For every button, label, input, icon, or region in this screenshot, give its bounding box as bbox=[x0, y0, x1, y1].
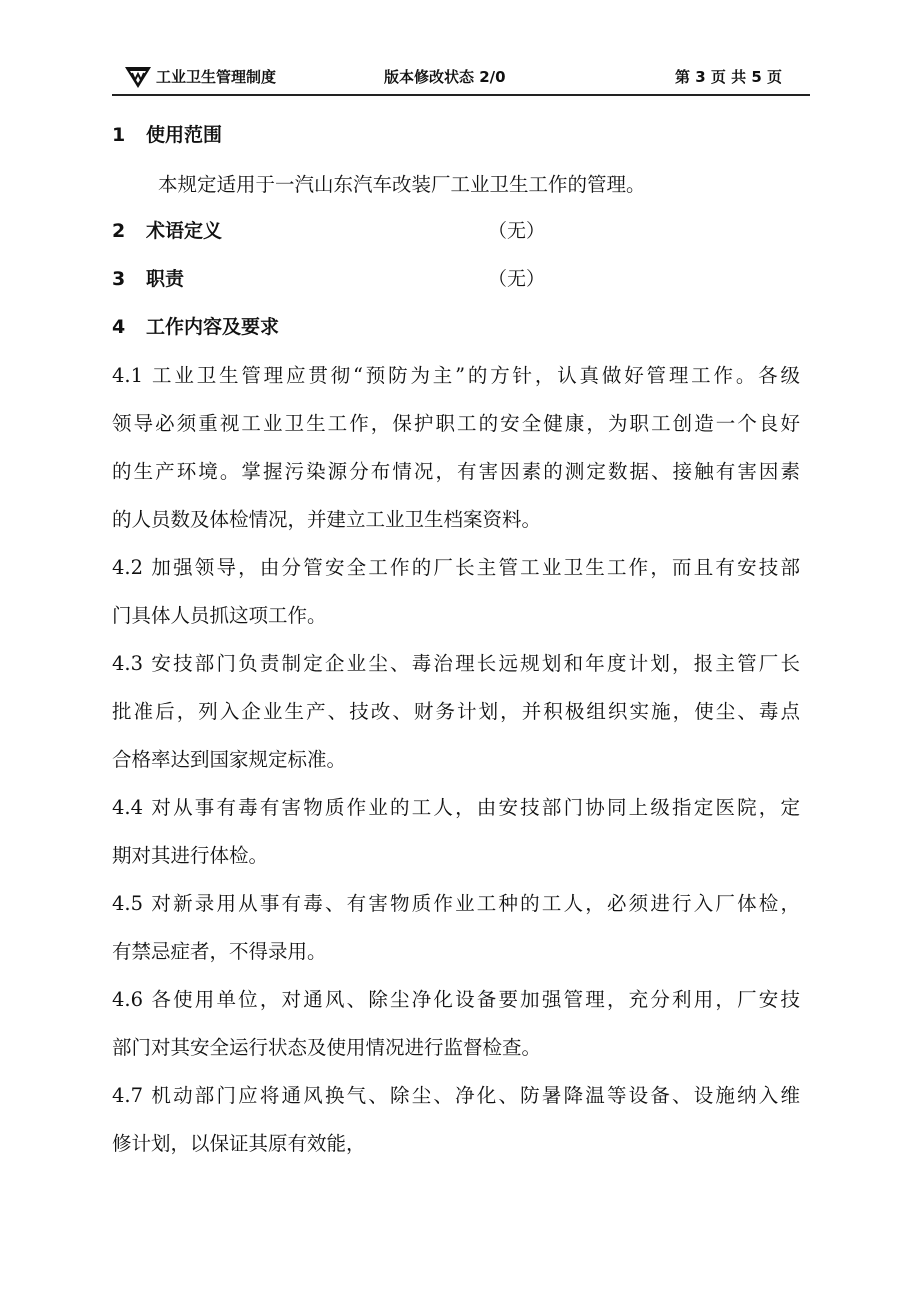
section-2-note: （无） bbox=[488, 220, 546, 242]
page-number: 第 3 页 共 5 页 bbox=[675, 68, 782, 86]
body-line: 4.2 加强领导，由分管安全工作的厂长主管工业卫生工作，而且有安技部 bbox=[112, 556, 800, 579]
section-2-heading bbox=[112, 222, 222, 241]
body-line: 4.6 各使用单位，对通风、除尘净化设备要加强管理，充分利用，厂安技 bbox=[112, 988, 800, 1011]
page-header bbox=[112, 60, 810, 96]
body-line: 4.5 对新录用从事有毒、有害物质作业工种的工人，必须进行入厂体检， bbox=[112, 892, 800, 915]
body-line: 合格率达到国家规定标准。 bbox=[112, 748, 347, 771]
section-number: 3 bbox=[112, 268, 126, 290]
body-line: 修计划，以保证其原有效能， bbox=[112, 1132, 366, 1155]
section-number: 2 bbox=[112, 220, 126, 242]
section-4-heading bbox=[112, 318, 279, 337]
body-line: 门具体人员抓这项工作。 bbox=[112, 604, 327, 627]
body-line: 部门对其安全运行状态及使用情况进行监督检查。 bbox=[112, 1036, 542, 1059]
body-line: 领导必须重视工业卫生工作，保护职工的安全健康，为职工创造一个良好 bbox=[112, 412, 800, 435]
section-3-heading bbox=[112, 270, 184, 289]
section-number: 1 bbox=[112, 124, 126, 146]
section-number: 4 bbox=[112, 316, 126, 338]
company-logo-icon bbox=[124, 64, 152, 90]
body-line: 的人员数及体检情况，并建立工业卫生档案资料。 bbox=[112, 508, 542, 531]
body-line: 的生产环境。掌握污染源分布情况，有害因素的测定数据、接触有害因素 bbox=[112, 460, 800, 483]
body-line: 批准后，列入企业生产、技改、财务计划，并积极组织实施，使尘、毒点 bbox=[112, 700, 800, 723]
section-1-body: 本规定适用于一汽山东汽车改装厂工业卫生工作的管理。 bbox=[158, 173, 646, 196]
section-title: 使用范围 bbox=[146, 124, 223, 146]
body-line: 4.7 机动部门应将通风换气、除尘、净化、防暑降温等设备、设施纳入维 bbox=[112, 1084, 800, 1107]
section-title: 术语定义 bbox=[146, 220, 223, 242]
version-status: 版本修改状态 2/0 bbox=[384, 68, 506, 86]
section-1-heading bbox=[112, 126, 222, 145]
body-line: 4.1 工业卫生管理应贯彻“预防为主”的方针，认真做好管理工作。各级 bbox=[112, 364, 800, 387]
section-3-note: （无） bbox=[488, 268, 546, 290]
body-line: 4.4 对从事有毒有害物质作业的工人，由安技部门协同上级指定医院，定 bbox=[112, 796, 800, 819]
section-title: 工作内容及要求 bbox=[146, 316, 280, 338]
body-line: 期对其进行体检。 bbox=[112, 844, 269, 867]
body-line: 有禁忌症者，不得录用。 bbox=[112, 940, 327, 963]
section-title: 职责 bbox=[146, 268, 185, 290]
body-line: 4.3 安技部门负责制定企业尘、毒治理长远规划和年度计划，报主管厂长 bbox=[112, 652, 800, 675]
document-title: 工业卫生管理制度 bbox=[156, 68, 277, 86]
